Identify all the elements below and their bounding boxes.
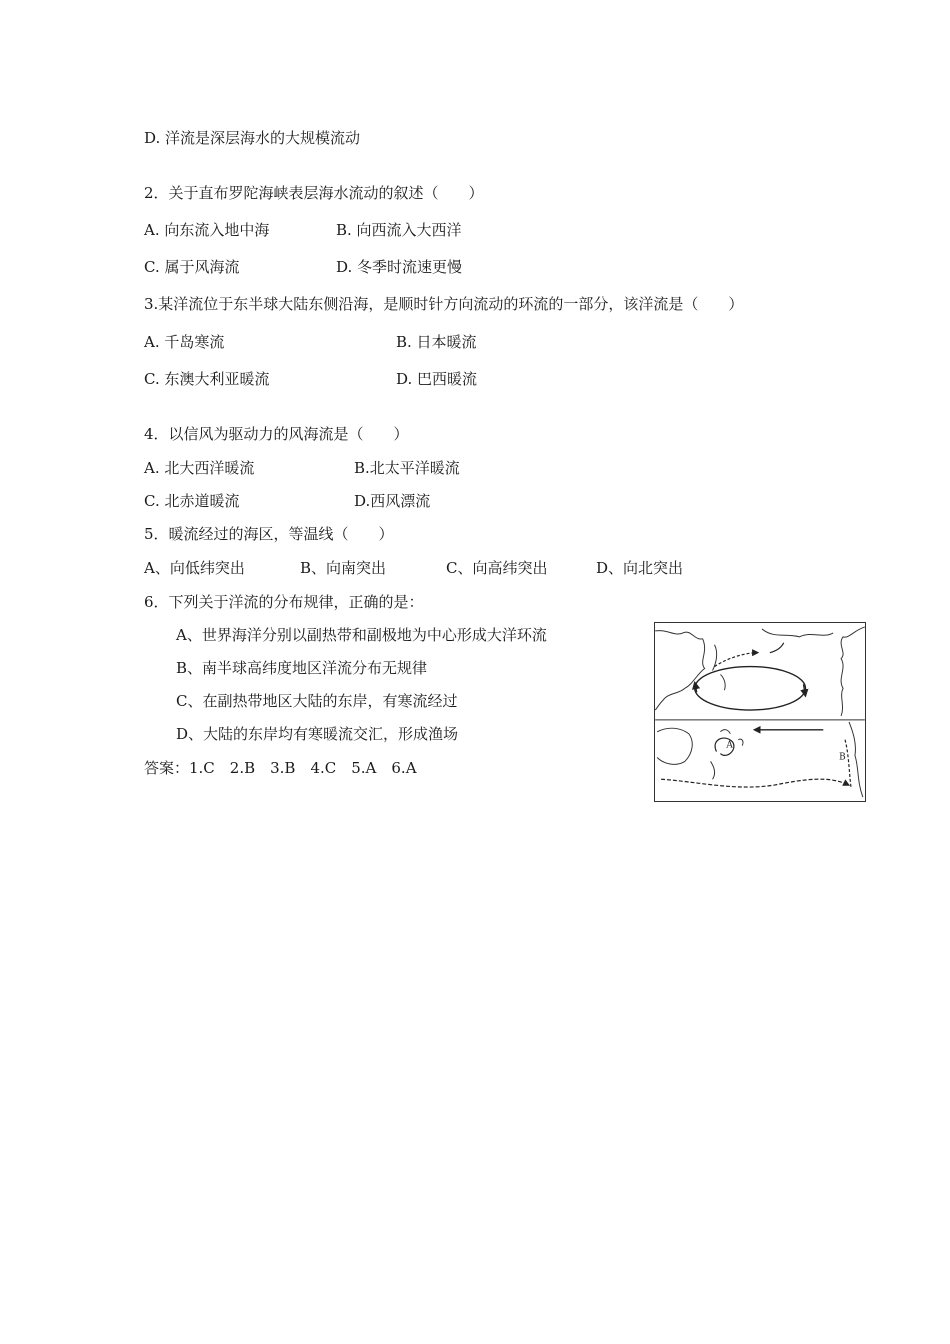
q6-option-c: C、在副热带地区大陆的东岸，有寒流经过: [176, 692, 458, 710]
west-wind-drift: [661, 779, 849, 787]
q3-option-b: B. 日本暖流: [396, 333, 477, 351]
q4-option-d: D.西风漂流: [354, 492, 431, 510]
q2-option-a: A. 向东流入地中海: [144, 221, 270, 239]
australia-coast: [657, 728, 692, 764]
q5-option-a: A、向低纬突出: [144, 559, 245, 577]
north-america-coast: [841, 627, 865, 716]
q5-option-d: D、向北突出: [596, 559, 684, 577]
q6-option-d: D、大陆的东岸均有寒暖流交汇，形成渔场: [176, 725, 459, 743]
q3-option-a: A. 千岛寒流: [144, 333, 225, 351]
q3-stem: 3.某洋流位于东半球大陆东侧沿海，是顺时针方向流动的环流的一部分，该洋流是（ ）: [144, 295, 744, 313]
q4-option-c: C. 北赤道暖流: [144, 492, 240, 510]
ocean-current-map: [654, 622, 866, 802]
q6-option-b: B、南半球高纬度地区洋流分布无规律: [176, 659, 428, 677]
japan-islands: [713, 645, 726, 690]
peru-current: [845, 740, 851, 787]
q3-option-d: D. 巴西暖流: [396, 370, 478, 388]
alaska-coast: [762, 629, 833, 637]
new-zealand: [711, 761, 715, 779]
q2-option-b: B. 向西流入大西洋: [336, 221, 462, 239]
q5-option-c: C、向高纬突出: [446, 559, 548, 577]
q4-stem: 4．以信风为驱动力的风海流是（ ）: [144, 425, 409, 443]
map-label-a: A: [726, 740, 733, 751]
asia-coast: [655, 631, 704, 710]
q2-option-c: C. 属于风海流: [144, 258, 240, 276]
q5-stem: 5．暖流经过的海区，等温线（ ）: [144, 525, 394, 543]
q4-option-b: B.北太平洋暖流: [354, 459, 460, 477]
q3-option-c: C. 东澳大利亚暖流: [144, 370, 270, 388]
q6-stem: 6．下列关于洋流的分布规律，正确的是：: [144, 593, 424, 611]
north-pacific-gyre: [695, 667, 806, 711]
q2-option-d: D. 冬季时流速更慢: [336, 258, 463, 276]
map-label-b: B: [839, 752, 846, 763]
ocean-current-map-svg: [655, 623, 865, 801]
q6-option-a: A、世界海洋分别以副热带和副极地为中心形成大洋环流: [176, 626, 547, 644]
q4-option-a: A. 北大西洋暖流: [144, 459, 255, 477]
q1-option-d: D. 洋流是深层海水的大规模流动: [144, 129, 361, 147]
q2-stem: 2．关于直布罗陀海峡表层海水流动的叙述（ ）: [144, 184, 484, 202]
answer-key: 答案：1.C 2.B 3.B 4.C 5.A 6.A: [144, 759, 417, 777]
q5-option-b: B、向南突出: [300, 559, 387, 577]
